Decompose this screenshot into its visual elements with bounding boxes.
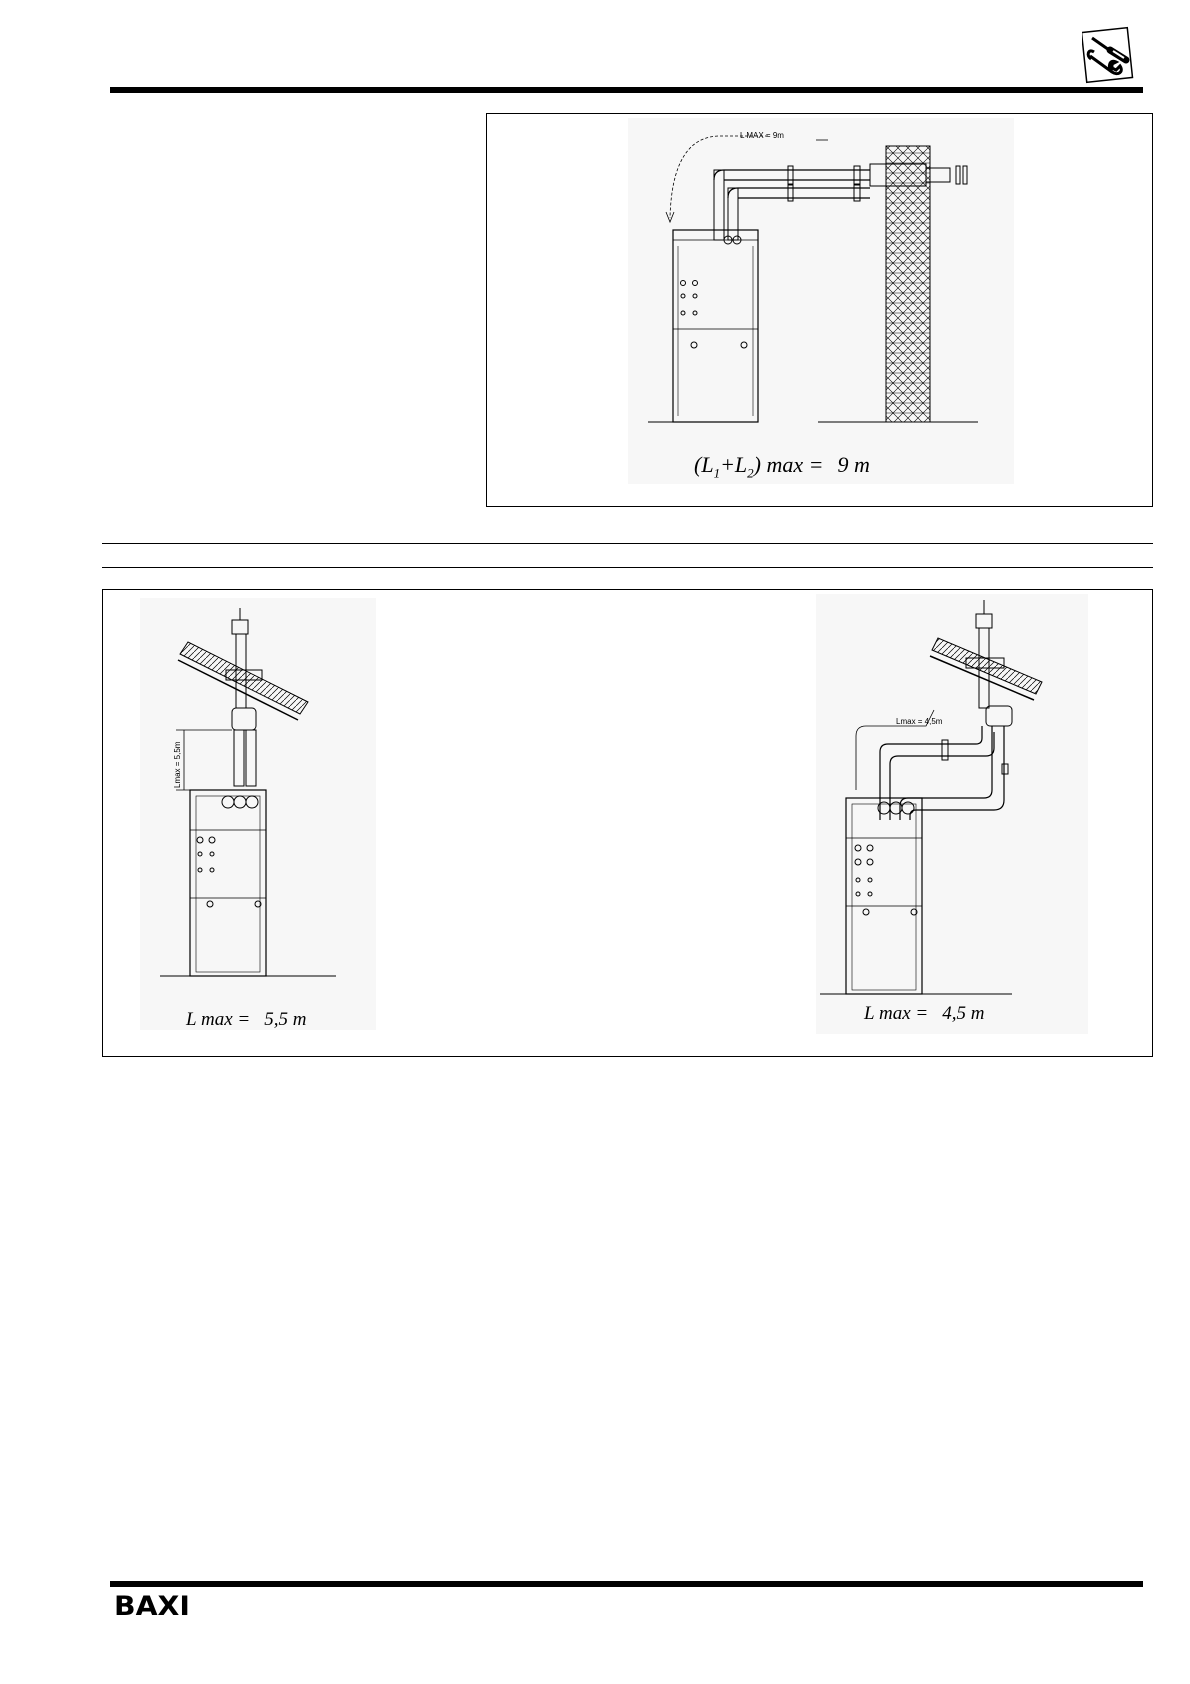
left-caption-value: 5,5 m [264,1009,307,1030]
footer-rule [110,1581,1143,1587]
caption-rest: ) max = [753,452,824,477]
tools-icon [1082,26,1134,84]
section-rule-top [102,543,1153,544]
left-caption-prefix: L max = [186,1009,251,1030]
caption-value: 9 m [837,452,870,477]
header-rule [110,87,1143,93]
figure-right-label: Lmax = 4,5m [896,717,943,726]
figure-right-drawing [816,594,1088,1034]
right-caption-prefix: L max = [864,1003,929,1024]
brand-logo: BAXI [114,1591,190,1622]
figure-top-drawing [628,118,1014,484]
caption-l1: L [701,452,714,477]
figure-left-drawing [140,598,376,1030]
right-caption-value: 4,5 m [942,1003,985,1024]
section-rule-bottom [102,567,1153,568]
figure-left-caption [186,1009,306,1031]
caption-plus: +L [720,452,748,477]
caption-sub1: 1 [713,465,721,481]
figure-left-side-label: Lmax = 5,5m [173,741,182,788]
figure-right-caption [864,1003,984,1025]
figure-top-label: L MAX = 9m [740,131,784,140]
caption-sub2: 2 [747,465,754,481]
figure-top-caption: $(L_1+L_2) \max = 9$ m [694,452,870,481]
